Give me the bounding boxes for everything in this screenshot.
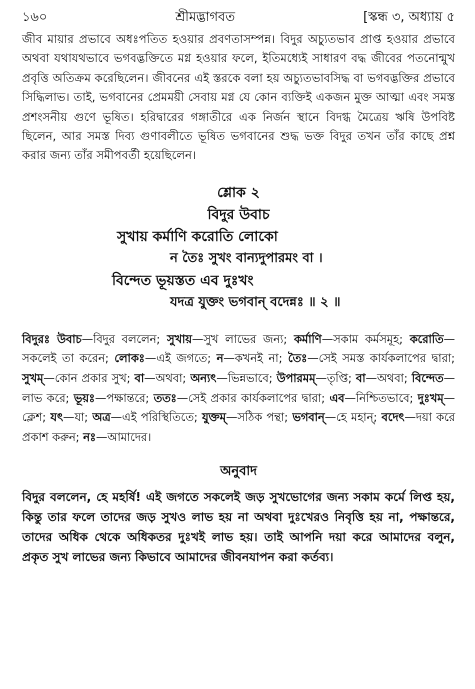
translation-text: বিদুর বললেন, হে মহর্ষি! এই জগতে সকলেই জড় সুখভোগের জন্য সকাম কর্মে লিপ্ত হয়, কিন্তু তার ফলে তাদের জড় সুখও লাভ হয় না অথবা দুঃখেরও নিবৃত্তি হয় না, পক্ষান্তরে, তাদের অধিক থেকে অধিকতর দুঃখই লাভ হয়। তাই আপনি দয়া করে আমাদের বলুন, প্রকৃত সুখ লাভের জন্য কিভাবে আমাদের জীবনযাপন করা কর্তব্য। xyxy=(22,490,455,565)
synonym-meaning: —হে মহান্; xyxy=(324,410,382,425)
synonym-term: বিন্দেত xyxy=(411,371,444,386)
synonym-meaning: —দয়া করে প্রকাশ করুন; xyxy=(22,410,455,444)
synonym-entry xyxy=(74,391,154,405)
synonym-term: সুখায় xyxy=(166,331,193,346)
synonym-meaning: —কোন প্রকার সুখ; xyxy=(43,371,135,386)
synonym-term: যুক্তম্ xyxy=(202,410,226,425)
synonym-entry xyxy=(114,351,216,365)
synonym-term: নঃ xyxy=(83,429,96,444)
verse-title: শ্লোক ২ xyxy=(217,184,260,201)
synonym-entry xyxy=(83,430,151,444)
synonym-meaning: —সেই সমস্ত কার্যকলাপের দ্বারা; xyxy=(307,351,455,366)
synonym-entry xyxy=(190,371,276,385)
synonym-meaning: —কখনই না; xyxy=(223,351,288,366)
synonym-meaning: —এই জগতে; xyxy=(144,351,217,366)
synonym-meaning: —বিদুর বললেন; xyxy=(81,331,167,346)
synonym-meaning: —ভিন্নভাবে; xyxy=(216,371,277,386)
synonym-term: কর্মাণি xyxy=(293,331,322,346)
synonym-term: উপারমম্ xyxy=(276,371,316,386)
book-title: শ্রীমদ্ভাগবত xyxy=(175,10,236,25)
synonym-term: এব xyxy=(329,390,345,405)
synonym-meaning: —সঠিক পন্থা; xyxy=(225,410,293,425)
synonym-meaning: —সকলেই তা করেন; xyxy=(22,331,455,366)
translation-title: অনুবাদ xyxy=(220,464,257,480)
synonym-term: ভগবান্ xyxy=(292,410,325,425)
verse-line-speaker: বিদুর উবাচ xyxy=(207,206,270,223)
synonyms-paragraph xyxy=(22,330,455,448)
synonym-term: সুখম্ xyxy=(22,371,44,386)
verse-line-3: বিন্দেত ভূয়স্তত এব দুঃখং xyxy=(112,272,254,289)
synonym-entry xyxy=(134,371,190,385)
synonym-meaning: —নিশ্চিতভাবে; xyxy=(344,390,418,405)
verse-line-4: যদত্র যুক্তং ভগবান্ বদেন্নঃ ॥ ২ ॥ xyxy=(170,294,341,310)
synonym-term: ভূয়ঃ xyxy=(73,390,95,405)
synonym-meaning: —পক্ষান্তরে; xyxy=(95,390,154,405)
synonym-meaning: —অথবা; xyxy=(144,371,191,386)
synonym-term: ততঃ xyxy=(153,390,177,405)
synonym-entry xyxy=(292,410,381,424)
synonym-meaning: —অথবা; xyxy=(365,371,412,386)
synonym-entry xyxy=(22,332,167,346)
synonym-entry xyxy=(288,351,455,365)
synonym-meaning: —লাভ করে; xyxy=(22,371,455,405)
synonym-term: বা xyxy=(355,371,366,386)
synonym-entry xyxy=(329,391,417,405)
synonym-meaning: —সকাম কর্মসমূহ; xyxy=(321,331,410,346)
page-header xyxy=(22,8,455,30)
synonym-term: তৈঃ xyxy=(287,351,308,366)
synonym-term: অত্র xyxy=(92,410,111,425)
synonym-entry xyxy=(50,410,92,424)
synonym-entry xyxy=(217,351,288,365)
chapter-reference: [স্কন্ধ ৩, অধ্যায় ৫ xyxy=(363,10,455,25)
synonym-entry xyxy=(294,332,410,346)
synonym-meaning: —এই পরিস্থিতিতে; xyxy=(110,410,202,425)
synonym-term: দুঃখম্ xyxy=(417,390,444,405)
synonym-term: যৎ xyxy=(50,410,64,425)
synonym-meaning: —যা; xyxy=(63,410,93,425)
synonym-meaning: —তৃপ্তি; xyxy=(315,371,356,386)
synonym-term: করোতি xyxy=(409,331,444,346)
synonym-entry xyxy=(277,371,356,385)
page-number: ১৬০ xyxy=(22,10,48,25)
synonym-entry xyxy=(202,410,292,424)
synonym-meaning: —ক্লেশ; xyxy=(22,390,455,425)
verse-line-1: সুখায় কর্মাণি করোতি লোকো xyxy=(117,228,278,245)
synonym-meaning: —সুখ লাভের জন্য; xyxy=(192,331,294,346)
synonym-term: লোকঃ xyxy=(114,351,145,366)
purport-continued: জীব মায়ার প্রভাবে অধঃপতিত হওয়ার প্রবণতাসম্পন্ন। বিদুর অচ্যুতভাব প্রাপ্ত হওয়ার প্রভাবে অথবা যথাযথভাবে ভগবদ্ভক্তিতে মগ্ন হওয়ার ফলে, ইতিমধ্যেই সাধারণ বদ্ধ জীবের পতনোন্মুখ প্রবৃত্তি অতিক্রম করেছিলেন। জীবনের এই স্তরকে বলা হয় অচ্যুতভাবসিদ্ধ বা ভগবদ্ভক্তির প্রভাবে সিদ্ধিলাভ। তাই, ভগবানের প্রেমময়ী সেবায় মগ্ন যে কোন ব্যক্তিই একজন মুক্ত আত্মা এবং সমস্ত প্রশংসনীয় গুণে ভূষিত। হরিদ্বারের গঙ্গাতীরে এক নির্জন স্থানে বিদগ্ধ মৈত্রেয় ঋষি উপবিষ্ট ছিলেন, আর সমস্ত দিব্য গুণাবলীতে ভূষিত ভগবানের শুদ্ধ ভক্ত বিদুর তখন তাঁর কাছে প্রশ্ন করার জন্য তাঁর সমীপবর্তী হয়েছিলেন। xyxy=(22,32,455,163)
synonym-term: বিদুরঃ উবাচ xyxy=(22,331,82,346)
synonym-term: অন্যৎ xyxy=(190,371,217,386)
synonym-term: বা xyxy=(134,371,145,386)
synonym-meaning: —সেই প্রকার কার্যকলাপের দ্বারা; xyxy=(176,390,330,405)
synonym-entry xyxy=(167,332,294,346)
synonym-term: বদেৎ xyxy=(381,410,405,425)
synonym-entry xyxy=(356,371,412,385)
verse-line-2: ন তৈঃ সুখং বান্যদুপারমং বা । xyxy=(170,250,323,266)
synonym-term: ন xyxy=(216,351,224,366)
synonym-meaning: —আমাদের। xyxy=(95,429,152,444)
synonym-entry xyxy=(154,391,330,405)
synonym-entry xyxy=(92,410,202,424)
synonym-entry xyxy=(22,371,134,385)
